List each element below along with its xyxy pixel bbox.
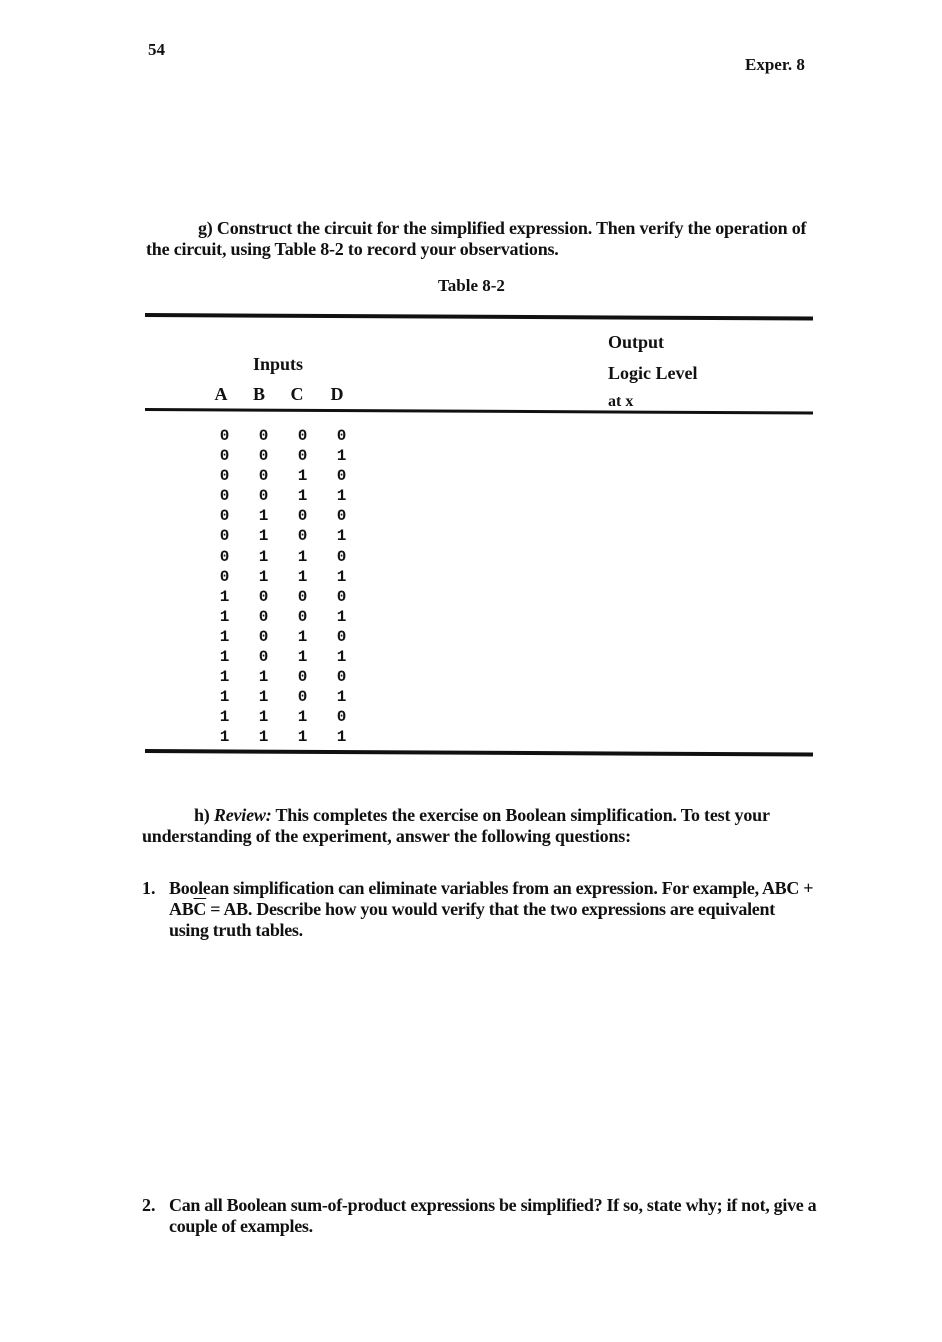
step-g-paragraph [146, 218, 818, 260]
table-cell: 0 [258, 648, 269, 667]
table-cell: 1 [219, 708, 230, 727]
review-word: Review: [213, 805, 272, 825]
table-cell: 1 [297, 728, 308, 747]
table-row [205, 486, 361, 506]
table-row [205, 547, 361, 567]
table-cell: 0 [336, 627, 347, 646]
table-cell: 1 [258, 567, 269, 586]
table-row [205, 526, 361, 546]
table-cell: 1 [219, 607, 230, 626]
step-h-label: h) [194, 805, 210, 825]
step-h-text: This completes the exercise on Boolean simplification. To test your understanding of the experiment, answer the following questions: [142, 805, 770, 846]
page-number: 54 [148, 40, 165, 59]
table-top-rule [145, 313, 813, 320]
table-row [205, 587, 361, 607]
column-header-c: C [290, 384, 304, 404]
table-cell: 1 [219, 627, 230, 646]
table-cell: 0 [219, 527, 230, 546]
table-cell: 0 [219, 547, 230, 566]
output-header-line-3: at x [608, 393, 634, 410]
table-row [205, 506, 361, 526]
output-header-line-2: Logic Level [608, 363, 698, 383]
table-cell: 1 [258, 688, 269, 707]
inputs-header: Inputs [253, 354, 304, 374]
table-cell: 1 [219, 728, 230, 747]
table-cell: 1 [258, 728, 269, 747]
table-bottom-rule [145, 749, 813, 756]
table-cell: 0 [336, 587, 347, 606]
question-2-text: Can all Boolean sum-of-product expressions be simplified? If so, state why; if not, give a couple of examples. [169, 1195, 817, 1236]
table-row [205, 627, 361, 647]
running-header: Exper. 8 [745, 55, 805, 74]
step-g-text: Construct the circuit for the simplified expression. Then verify the operation of the circuit, using Table 8-2 to record your observations. [146, 218, 807, 259]
table-cell: 0 [258, 607, 269, 626]
table-cell: 1 [219, 668, 230, 687]
table-cell: 0 [258, 487, 269, 506]
table-cell: 0 [297, 668, 308, 687]
table-row [205, 647, 361, 667]
table-cell: 1 [297, 487, 308, 506]
table-cell: 0 [219, 567, 230, 586]
table-row [205, 707, 361, 727]
table-cell: 1 [219, 648, 230, 667]
table-cell: 1 [336, 728, 347, 747]
table-cell: 0 [336, 668, 347, 687]
table-cell: 1 [297, 648, 308, 667]
table-cell: 1 [336, 567, 347, 586]
table-row [205, 607, 361, 627]
table-cell: 0 [297, 607, 308, 626]
table-cell: 0 [258, 427, 269, 445]
question-1-overlined-var: $\overline{C}$ [193, 899, 207, 919]
table-cell: 0 [219, 467, 230, 486]
question-1-text-after: = AB. Describe how you would verify that the two expressions are equivalent using truth tables. [169, 899, 775, 940]
table-cell: 1 [258, 668, 269, 687]
table-cell: 1 [219, 587, 230, 606]
table-cell: 1 [258, 507, 269, 526]
table-cell: 0 [336, 708, 347, 727]
table-cell: 0 [336, 547, 347, 566]
table-cell: 0 [297, 688, 308, 707]
table-cell: 1 [336, 527, 347, 546]
table-header-rule [145, 408, 813, 414]
truth-table-body [205, 426, 361, 748]
table-cell: 1 [297, 708, 308, 727]
table-cell: 0 [219, 447, 230, 466]
table-row [205, 426, 361, 446]
table-cell: 0 [258, 587, 269, 606]
question-1-text-before: Boolean simplification can eliminate variables from an expression. For example, ABC + AB [169, 878, 814, 919]
table-row [205, 727, 361, 747]
table-cell: 0 [297, 427, 308, 445]
table-cell: 1 [336, 447, 347, 466]
table-cell: 0 [258, 627, 269, 646]
table-cell: 0 [219, 487, 230, 506]
table-row [205, 446, 361, 466]
table-cell: 0 [297, 507, 308, 526]
table-cell: 0 [297, 587, 308, 606]
table-cell: 1 [258, 708, 269, 727]
table-cell: 0 [258, 447, 269, 466]
table-cell: 0 [336, 507, 347, 526]
question-2-number: 2. [142, 1195, 156, 1215]
table-cell: 1 [258, 547, 269, 566]
column-header-b: B [252, 384, 265, 404]
table-cell: 0 [336, 467, 347, 486]
column-header-a: A [214, 384, 228, 404]
output-header-line-1: Output [608, 332, 665, 352]
table-row [205, 567, 361, 587]
table-cell: 0 [297, 527, 308, 546]
step-h-paragraph [142, 805, 816, 847]
table-cell: 1 [336, 648, 347, 667]
table-title: Table 8-2 [438, 276, 505, 295]
table-cell: 0 [219, 507, 230, 526]
table-cell: 1 [258, 527, 269, 546]
table-cell: 1 [297, 467, 308, 486]
table-cell: 1 [297, 547, 308, 566]
table-row [205, 466, 361, 486]
table-cell: 1 [219, 688, 230, 707]
table-row [205, 667, 361, 687]
table-row [205, 687, 361, 707]
table-cell: 0 [258, 467, 269, 486]
step-g-label: g) [198, 218, 213, 238]
table-cell: 0 [219, 427, 230, 445]
column-header-d: D [330, 384, 344, 404]
question-1-number: 1. [142, 878, 156, 898]
table-cell: 1 [336, 607, 347, 626]
table-cell: 1 [297, 627, 308, 646]
table-cell: 1 [336, 487, 347, 506]
table-cell: 1 [297, 567, 308, 586]
table-cell: 1 [336, 688, 347, 707]
table-cell: 0 [336, 427, 347, 445]
question-1-text [169, 878, 817, 941]
table-cell: 0 [297, 447, 308, 466]
